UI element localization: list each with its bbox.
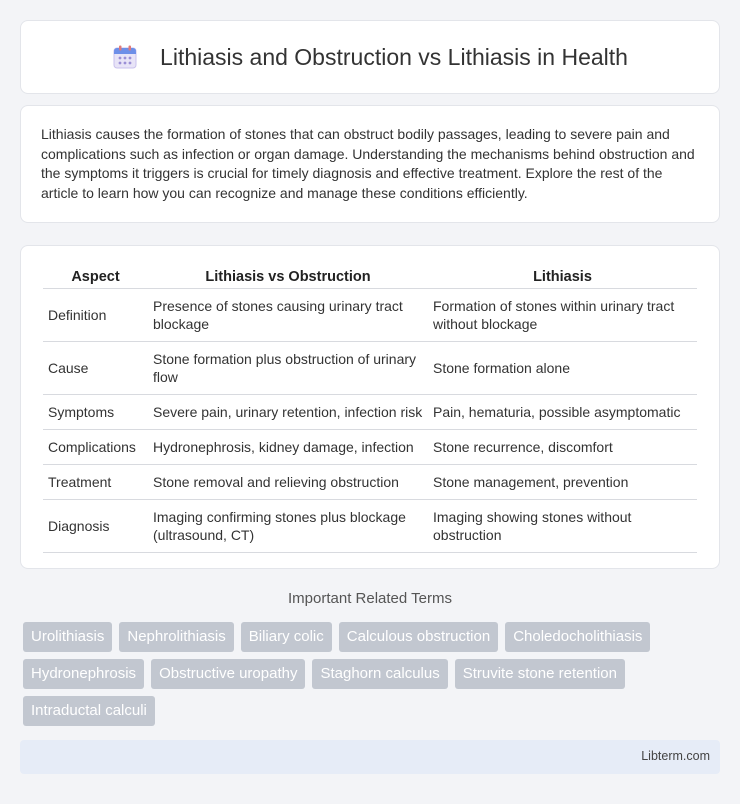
intro-card xyxy=(20,105,720,223)
related-terms-list xyxy=(23,622,713,726)
row-obstruction: Severe pain, urinary retention, infection risk xyxy=(148,395,428,430)
row-obstruction: Hydronephrosis, kidney damage, infection xyxy=(148,430,428,465)
related-terms-heading: Important Related Terms xyxy=(288,590,452,607)
tag-staghorn-calculus[interactable]: Staghorn calculus xyxy=(312,659,447,689)
row-aspect: Definition xyxy=(43,289,148,342)
row-aspect: Complications xyxy=(43,430,148,465)
header-lithiasis: Lithiasis xyxy=(428,263,697,289)
tag-obstructive-uropathy[interactable]: Obstructive uropathy xyxy=(151,659,305,689)
page-title: Lithiasis and Obstruction vs Lithiasis in Health xyxy=(160,43,628,70)
comparison-table-card xyxy=(20,245,720,569)
table-header-row xyxy=(43,263,697,289)
table-row xyxy=(43,289,697,342)
row-obstruction: Stone removal and relieving obstruction xyxy=(148,465,428,500)
title-card xyxy=(20,20,720,94)
row-aspect: Diagnosis xyxy=(43,500,148,553)
row-lithiasis: Formation of stones within urinary tract without blockage xyxy=(428,289,697,342)
row-aspect: Treatment xyxy=(43,465,148,500)
row-obstruction: Imaging confirming stones plus blockage (ultrasound, CT) xyxy=(148,500,428,553)
table-row xyxy=(43,395,697,430)
row-lithiasis: Imaging showing stones without obstruction xyxy=(428,500,697,553)
row-lithiasis: Stone management, prevention xyxy=(428,465,697,500)
header-aspect: Aspect xyxy=(43,263,148,289)
intro-paragraph: Lithiasis causes the formation of stones that can obstruct bodily passages, leading to severe pain and complications such as infection or organ damage. Understanding the mechanisms behind obstruction and the symptoms it triggers is crucial for timely diagnosis and effective treatment. Explore the rest of the article to learn how you can recognize and manage these conditions efficiently. xyxy=(41,126,695,201)
tag-hydronephrosis[interactable]: Hydronephrosis xyxy=(23,659,144,689)
tag-nephrolithiasis[interactable]: Nephrolithiasis xyxy=(119,622,233,652)
tag-struvite-stone-retention[interactable]: Struvite stone retention xyxy=(455,659,625,689)
calendar-icon xyxy=(112,44,138,70)
tag-urolithiasis[interactable]: Urolithiasis xyxy=(23,622,112,652)
comparison-table xyxy=(43,263,697,553)
row-lithiasis: Pain, hematuria, possible asymptomatic xyxy=(428,395,697,430)
table-row xyxy=(43,430,697,465)
tag-biliary-colic[interactable]: Biliary colic xyxy=(241,622,332,652)
header-lithiasis-vs-obstruction: Lithiasis vs Obstruction xyxy=(148,263,428,289)
row-obstruction: Stone formation plus obstruction of urinary flow xyxy=(148,342,428,395)
table-row xyxy=(43,342,697,395)
tag-intraductal-calculi[interactable]: Intraductal calculi xyxy=(23,696,155,726)
tag-choledocholithiasis[interactable]: Choledocholithiasis xyxy=(505,622,650,652)
row-aspect: Symptoms xyxy=(43,395,148,430)
table-row xyxy=(43,500,697,553)
row-lithiasis: Stone recurrence, discomfort xyxy=(428,430,697,465)
table-row xyxy=(43,465,697,500)
row-lithiasis: Stone formation alone xyxy=(428,342,697,395)
row-aspect: Cause xyxy=(43,342,148,395)
footer-site-link[interactable]: Libterm.com xyxy=(641,749,710,763)
tag-calculous-obstruction[interactable]: Calculous obstruction xyxy=(339,622,498,652)
row-obstruction: Presence of stones causing urinary tract blockage xyxy=(148,289,428,342)
footer xyxy=(20,740,720,774)
